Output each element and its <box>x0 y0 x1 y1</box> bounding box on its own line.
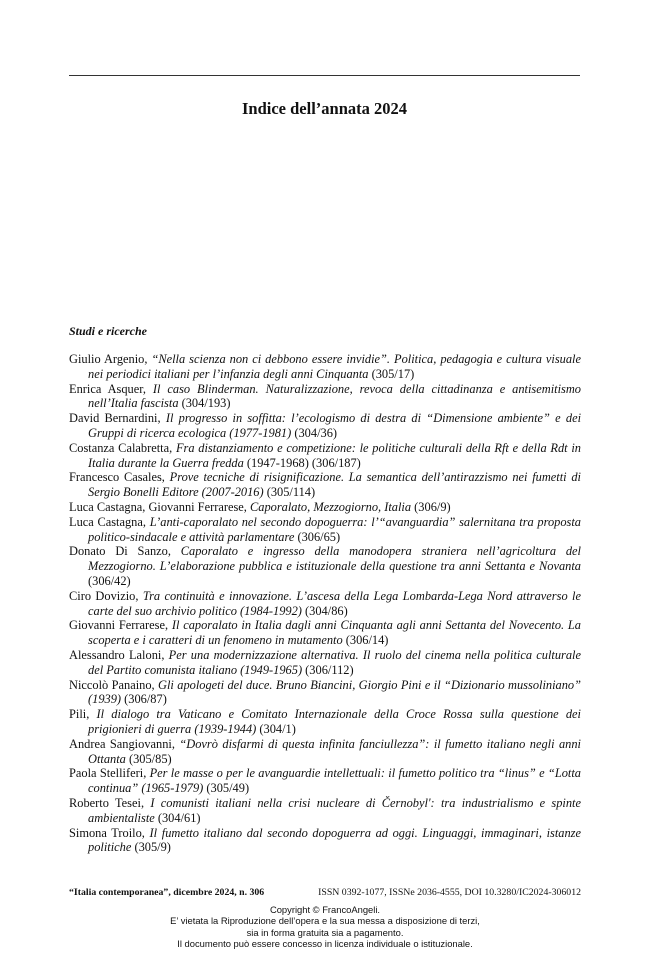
index-entry <box>69 441 581 471</box>
section-heading: Studi e ricerche <box>69 324 147 338</box>
entry-ref: (306/112) <box>302 662 354 677</box>
entry-authors: Francesco Casales, <box>69 470 170 485</box>
entry-ref: (306/87) <box>121 692 167 707</box>
copyright-line: Copyright © FrancoAngeli. <box>269 904 381 915</box>
entry-ref: (1947-1968) (306/187) <box>243 455 361 470</box>
header-rule <box>69 75 580 76</box>
entry-title: “Nella scienza non ci debbono essere invidie”. Politica, pedagogia e cultura visuale nei periodici italiani per l’infanzia degli anni Cinquanta <box>88 352 581 381</box>
entry-title: Gli apologeti del duce. Bruno Biancini, Giorgio Pini e il “Dizionario mussoliniano” (1939) <box>88 677 582 707</box>
entry-ref: (306/9) <box>411 499 451 514</box>
entry-authors: Luca Castagna, <box>69 514 150 529</box>
entry-authors: Niccolò Panaino, <box>69 677 159 692</box>
index-entry <box>69 826 581 856</box>
page-title: Indice dell’annata 2024 <box>241 99 408 118</box>
index-entry <box>69 382 581 412</box>
entry-title: Per una modernizzazione alternativa. Il ruolo del cinema nella politica culturale del Partito comunista italiano (1949-1965) <box>88 647 581 677</box>
entry-authors: Donato Di Sanzo, <box>69 544 181 559</box>
entry-ref: (304/193) <box>178 396 231 411</box>
index-entry <box>69 515 581 545</box>
issn-doi: ISSN 0392-1077, ISSNe 2036-4555, DOI 10.3280/IC2024-306012 <box>318 887 581 898</box>
entry-authors: Paola Stelliferi, <box>69 766 150 781</box>
entry-ref: (305/9) <box>131 840 171 855</box>
entry-authors: Ciro Dovizio, <box>69 588 143 603</box>
entry-authors: Giovanni Ferrarese, <box>69 618 172 633</box>
entry-ref: (304/36) <box>291 425 338 440</box>
entry-ref: (306/65) <box>294 529 341 544</box>
entry-ref: (306/14) <box>342 633 389 648</box>
entry-title: Il caporalato in Italia dagli anni Cinquanta agli anni Settanta del Novecento. La scoperta e i caratteri di un fenomeno in mutamento <box>88 618 582 648</box>
index-entry <box>69 352 581 382</box>
entry-ref: (305/114) <box>263 485 316 500</box>
entry-authors: Giulio Argenio, <box>69 352 152 366</box>
entry-title: Il dialogo tra Vaticano e Comitato Internazionale della Croce Rossa sulla questione dei prigionieri di guerra (1939-1944) <box>88 707 581 736</box>
entry-authors: Roberto Tesei, <box>69 795 151 810</box>
entry-ref: (306/42) <box>88 573 131 588</box>
entry-ref: (305/85) <box>125 751 172 766</box>
copyright-notice <box>0 904 650 950</box>
copyright-line: Il documento può essere concesso in licenza individuale o istituzionale. <box>177 938 473 950</box>
index-entry <box>69 618 581 648</box>
index-entry <box>69 766 581 796</box>
entry-authors: Alessandro Laloni, <box>69 647 169 662</box>
entry-title: Caporalato e ingresso della manodopera straniera nell’agricoltura del Mezzogiorno. L’elaborazione pubblica e istituzionale della questione tra anni Settanta e Novanta <box>88 544 581 574</box>
index-entries <box>69 352 581 855</box>
entry-title: “Dovrò disfarmi di questa infinita fanciullezza”: il fumetto italiano negli anni Ottanta <box>88 736 581 766</box>
entry-authors: Pili, <box>69 707 97 722</box>
index-entry <box>69 707 581 737</box>
entry-title: L’anti-caporalato nel secondo dopoguerra: l’“avanguardia” salernitana tra proposta politico-sindacale e attività parlamentare <box>88 514 582 544</box>
index-entry <box>69 411 581 441</box>
index-entry <box>69 648 581 678</box>
entry-title: Il progresso in soffitta: l’ecologismo di destra di “Dimensione ambiente” e dei Gruppi di ricerca ecologica (1977-1981) <box>88 411 582 440</box>
entry-title: Prove tecniche di risignificazione. La semantica dell’antirazzismo nei fumetti di Sergio Bonelli Editore (2007-2016) <box>88 470 581 500</box>
copyright-line: sia in forma gratuita sia a pagamento. <box>246 926 404 938</box>
index-entry <box>69 470 581 500</box>
page-footer <box>69 887 581 898</box>
entry-authors: David Bernardini, <box>69 411 166 426</box>
entry-title: Il fumetto italiano dal secondo dopoguerra ad oggi. Linguaggi, immaginari, istanze politiche <box>88 825 582 855</box>
copyright-line: E’ vietata la Riproduzione dell’opera e la sua messa a disposizione di terzi, <box>170 915 480 927</box>
index-entry <box>69 678 581 708</box>
entry-authors: Costanza Calabretta, <box>69 440 176 455</box>
entry-ref: (304/61) <box>154 810 201 825</box>
entry-authors: Simona Troilo, <box>69 825 150 840</box>
index-entry <box>69 500 581 515</box>
entry-title: Tra continuità e innovazione. L’ascesa della Lega Lombarda-Lega Nord attraverso le carte del suo archivio politico (1984-1992) <box>88 588 581 618</box>
entry-title: Il caso Blinderman. Naturalizzazione, revoca della cittadinanza e antisemitismo nell’Italia fascista <box>88 381 581 411</box>
entry-ref: (304/1) <box>256 721 296 736</box>
index-entry <box>69 589 581 619</box>
entry-title: I comunisti italiani nella crisi nucleare di Černobyl': tra industrialismo e spinte ambientaliste <box>88 795 581 825</box>
entry-authors: Luca Castagna, Giovanni Ferrarese, <box>69 499 250 514</box>
entry-title: Fra distanziamento e competizione: le politiche culturali della Rft e della Rdt in Italia durante la Guerra fredda <box>88 440 581 470</box>
journal-citation: “Italia contemporanea”, dicembre 2024, n. 306 <box>69 887 265 898</box>
entry-title: Caporalato, Mezzogiorno, Italia <box>249 499 412 514</box>
index-entry <box>69 737 581 767</box>
entry-ref: (304/86) <box>301 603 348 618</box>
entry-ref: (305/17) <box>368 366 415 381</box>
index-entry <box>69 796 581 826</box>
entry-authors: Enrica Asquer, <box>69 381 153 396</box>
entry-title: Per le masse o per le avanguardie intellettuali: il fumetto politico tra “linus” e “Lotta continua” (1965-1979) <box>88 766 581 796</box>
entry-authors: Andrea Sangiovanni, <box>69 736 180 751</box>
index-entry <box>69 544 581 588</box>
entry-ref: (305/49) <box>203 781 250 796</box>
